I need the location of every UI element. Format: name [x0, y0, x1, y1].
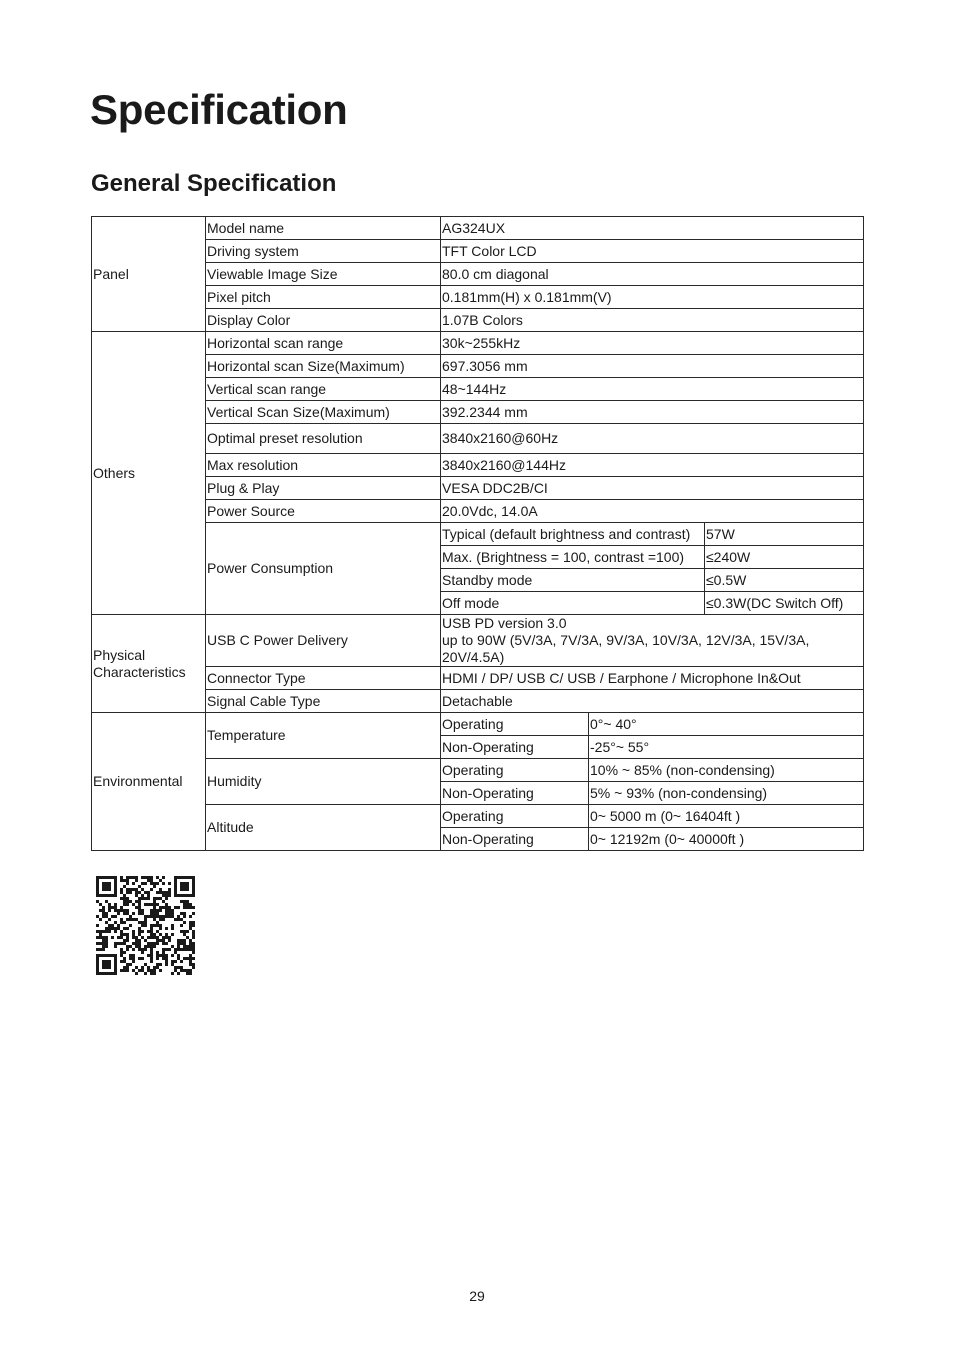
power-condition: Max. (Brightness = 100, contrast =100): [441, 546, 705, 569]
spec-label: Horizontal scan Size(Maximum): [206, 355, 441, 378]
table-row: [92, 667, 864, 690]
env-condition: Non-Operating: [441, 828, 589, 851]
group-environmental: Environmental: [92, 713, 206, 851]
spec-label: Signal Cable Type: [206, 690, 441, 713]
usb-line3: 20V/4.5A): [442, 649, 505, 665]
power-condition: Typical (default brightness and contrast): [441, 523, 705, 546]
env-value: 10% ~ 85% (non-condensing): [589, 759, 864, 782]
spec-label: Pixel pitch: [206, 286, 441, 309]
spec-label: Viewable Image Size: [206, 263, 441, 286]
table-row: [92, 454, 864, 477]
group-physical-line2: Characteristics: [93, 663, 186, 680]
group-panel: Panel: [92, 217, 206, 332]
spec-value: HDMI / DP/ USB C/ USB / Earphone / Microphone In&Out: [441, 667, 864, 690]
env-value: 0~ 12192m (0~ 40000ft ): [589, 828, 864, 851]
spec-label: Plug & Play: [206, 477, 441, 500]
table-row: [92, 424, 864, 454]
spec-label: Display Color: [206, 309, 441, 332]
spec-label-power: Power Consumption: [206, 523, 441, 615]
spec-label: Horizontal scan range: [206, 332, 441, 355]
usb-line1: USB PD version 3.0: [442, 615, 567, 631]
spec-label: Connector Type: [206, 667, 441, 690]
env-label: Altitude: [206, 805, 441, 851]
table-row: [92, 286, 864, 309]
spec-value: 48~144Hz: [441, 378, 864, 401]
spec-label: Power Source: [206, 500, 441, 523]
spec-label: Driving system: [206, 240, 441, 263]
env-condition: Non-Operating: [441, 782, 589, 805]
spec-value: VESA DDC2B/CI: [441, 477, 864, 500]
group-physical-line1: Physical: [93, 646, 146, 663]
spec-label: Optimal preset resolution: [206, 424, 441, 454]
page-number: 29: [469, 1288, 485, 1304]
table-row: [92, 759, 864, 782]
spec-value: 0.181mm(H) x 0.181mm(V): [441, 286, 864, 309]
section-title: General Specification: [91, 170, 337, 197]
table-row: [92, 500, 864, 523]
env-label: Humidity: [206, 759, 441, 805]
env-value: 0°~ 40°: [589, 713, 864, 736]
spec-label: Vertical scan range: [206, 378, 441, 401]
env-value: 5% ~ 93% (non-condensing): [589, 782, 864, 805]
table-row: [92, 523, 864, 546]
group-physical: [92, 615, 206, 713]
power-value: ≤0.5W: [705, 569, 864, 592]
spec-value: 3840x2160@144Hz: [441, 454, 864, 477]
table-row: [92, 332, 864, 355]
env-condition: Operating: [441, 759, 589, 782]
power-condition: Off mode: [441, 592, 705, 615]
spec-value: TFT Color LCD: [441, 240, 864, 263]
table-row: [92, 309, 864, 332]
table-row: [92, 263, 864, 286]
env-label: Temperature: [206, 713, 441, 759]
env-condition: Non-Operating: [441, 736, 589, 759]
table-row: [92, 401, 864, 424]
spec-label: Model name: [206, 217, 441, 240]
spec-value: 392.2344 mm: [441, 401, 864, 424]
power-value: ≤240W: [705, 546, 864, 569]
spec-value: 80.0 cm diagonal: [441, 263, 864, 286]
table-row: [92, 477, 864, 500]
power-value: 57W: [705, 523, 864, 546]
qr-code-icon: [96, 876, 195, 975]
table-row: [92, 217, 864, 240]
spec-value-usb: [441, 615, 864, 667]
table-row: [92, 240, 864, 263]
spec-value: Detachable: [441, 690, 864, 713]
table-row: [92, 355, 864, 378]
spec-value: 30k~255kHz: [441, 332, 864, 355]
env-condition: Operating: [441, 805, 589, 828]
table-row: [92, 805, 864, 828]
spec-value: 3840x2160@60Hz: [441, 424, 864, 454]
table-row: [92, 690, 864, 713]
power-value: ≤0.3W(DC Switch Off): [705, 592, 864, 615]
table-row: [92, 713, 864, 736]
spec-table: [91, 216, 864, 851]
spec-label: Vertical Scan Size(Maximum): [206, 401, 441, 424]
power-condition: Standby mode: [441, 569, 705, 592]
env-condition: Operating: [441, 713, 589, 736]
usb-line2: up to 90W (5V/3A, 7V/3A, 9V/3A, 10V/3A, 12V/3A, 15V/3A,: [442, 632, 810, 648]
spec-value: AG324UX: [441, 217, 864, 240]
spec-value: 697.3056 mm: [441, 355, 864, 378]
spec-value: 20.0Vdc, 14.0A: [441, 500, 864, 523]
spec-label: Max resolution: [206, 454, 441, 477]
group-others: Others: [92, 332, 206, 615]
table-row: [92, 615, 864, 667]
spec-label: USB C Power Delivery: [206, 615, 441, 667]
env-value: -25°~ 55°: [589, 736, 864, 759]
page-title: Specification: [90, 86, 348, 133]
table-row: [92, 378, 864, 401]
spec-value: 1.07B Colors: [441, 309, 864, 332]
env-value: 0~ 5000 m (0~ 16404ft ): [589, 805, 864, 828]
